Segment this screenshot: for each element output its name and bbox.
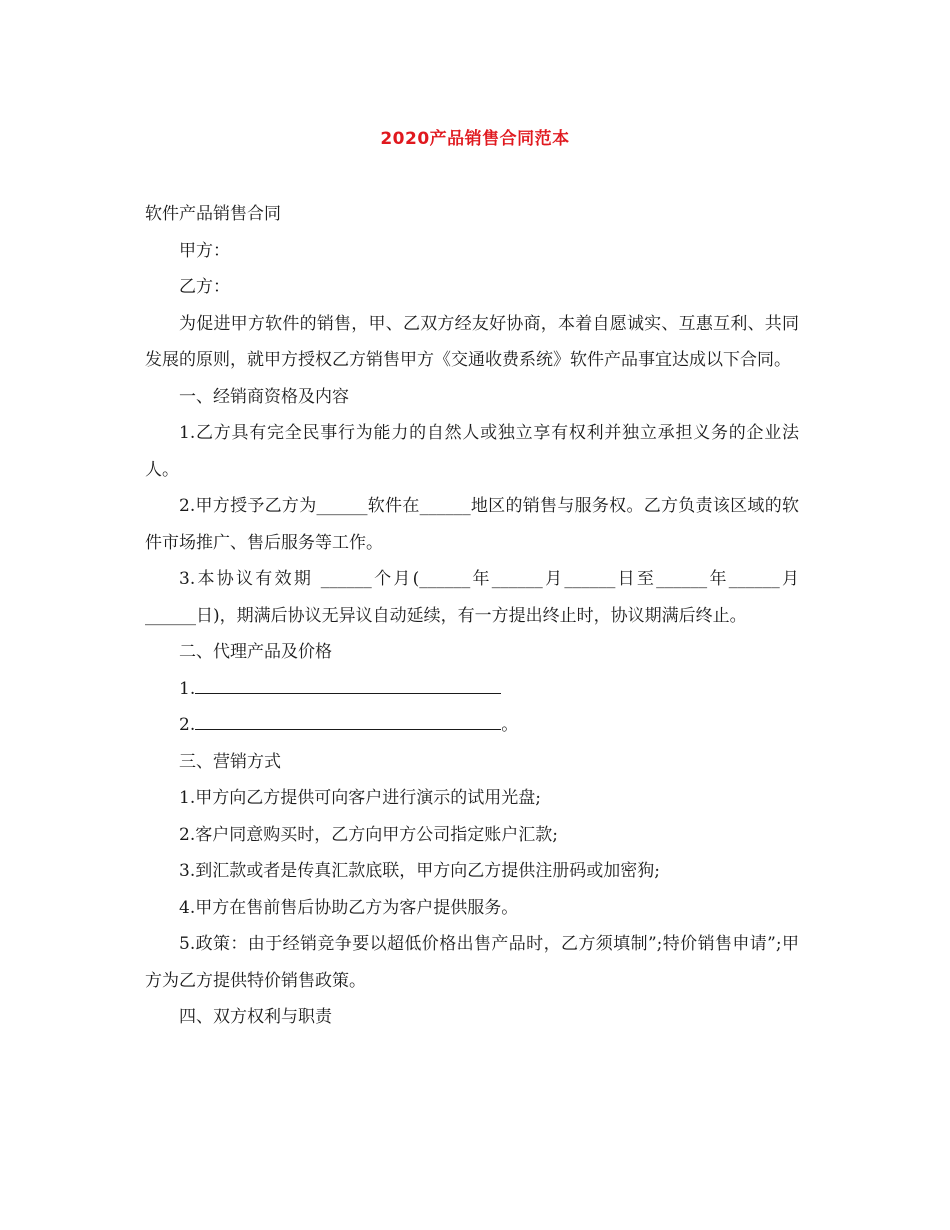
document-title: 2020产品销售合同范本	[380, 129, 570, 149]
party-a-line: 甲方：	[179, 240, 230, 261]
section1-item3: 3.本协议有效期 ______个月(______年______月______日至______年______月______日)，期满后协议无异议自动延续，有一方提出终止时，协议期满后终止。	[145, 569, 799, 626]
contract-heading: 软件产品销售合同	[145, 204, 281, 224]
section2-title: 二、代理产品及价格	[179, 642, 332, 662]
section3-item4: 4.甲方在售前售后协助乙方为客户提供服务。	[179, 897, 519, 918]
section2-item1-prefix: 1.	[179, 678, 196, 699]
section3-item5: 5.政策：由于经销竞争要以超低价格出售产品时，乙方须填制”;特价销售申请”;甲方为乙方提供特价销售政策。	[145, 934, 799, 991]
section2-item2-prefix: 2.	[179, 715, 196, 735]
section1-item1: 1.乙方具有完全民事行为能力的自然人或独立享有权利并独立承担义务的企业法人。	[145, 423, 799, 480]
section1-title: 一、经销商资格及内容	[179, 386, 349, 407]
document-body	[145, 196, 799, 1036]
section3-title: 三、营销方式	[179, 751, 281, 772]
section4-title: 四、双方权利与职责	[179, 1007, 332, 1027]
blank-line	[195, 675, 501, 694]
section2-item2-suffix: 。	[501, 715, 519, 735]
party-b-line: 乙方：	[179, 277, 230, 297]
section1-item2: 2.甲方授予乙方为______软件在______地区的销售与服务权。乙方负责该区域的软件市场推广、售后服务等工作。	[145, 496, 799, 553]
section3-item2: 2.客户同意购买时，乙方向甲方公司指定账户汇款;	[179, 824, 558, 845]
blank-line	[195, 711, 501, 730]
intro-paragraph: 为促进甲方软件的销售，甲、乙双方经友好协商，本着自愿诚实、互惠互利、共同发展的原则，就甲方授权乙方销售甲方《交通收费系统》软件产品事宜达成以下合同。	[145, 313, 799, 370]
section3-item3: 3.到汇款或者是传真汇款底联，甲方向乙方提供注册码或加密狗;	[179, 861, 660, 881]
section2-item2	[145, 707, 799, 744]
section3-item1: 1.甲方向乙方提供可向客户进行演示的试用光盘;	[179, 788, 541, 808]
section2-item1	[145, 671, 799, 708]
